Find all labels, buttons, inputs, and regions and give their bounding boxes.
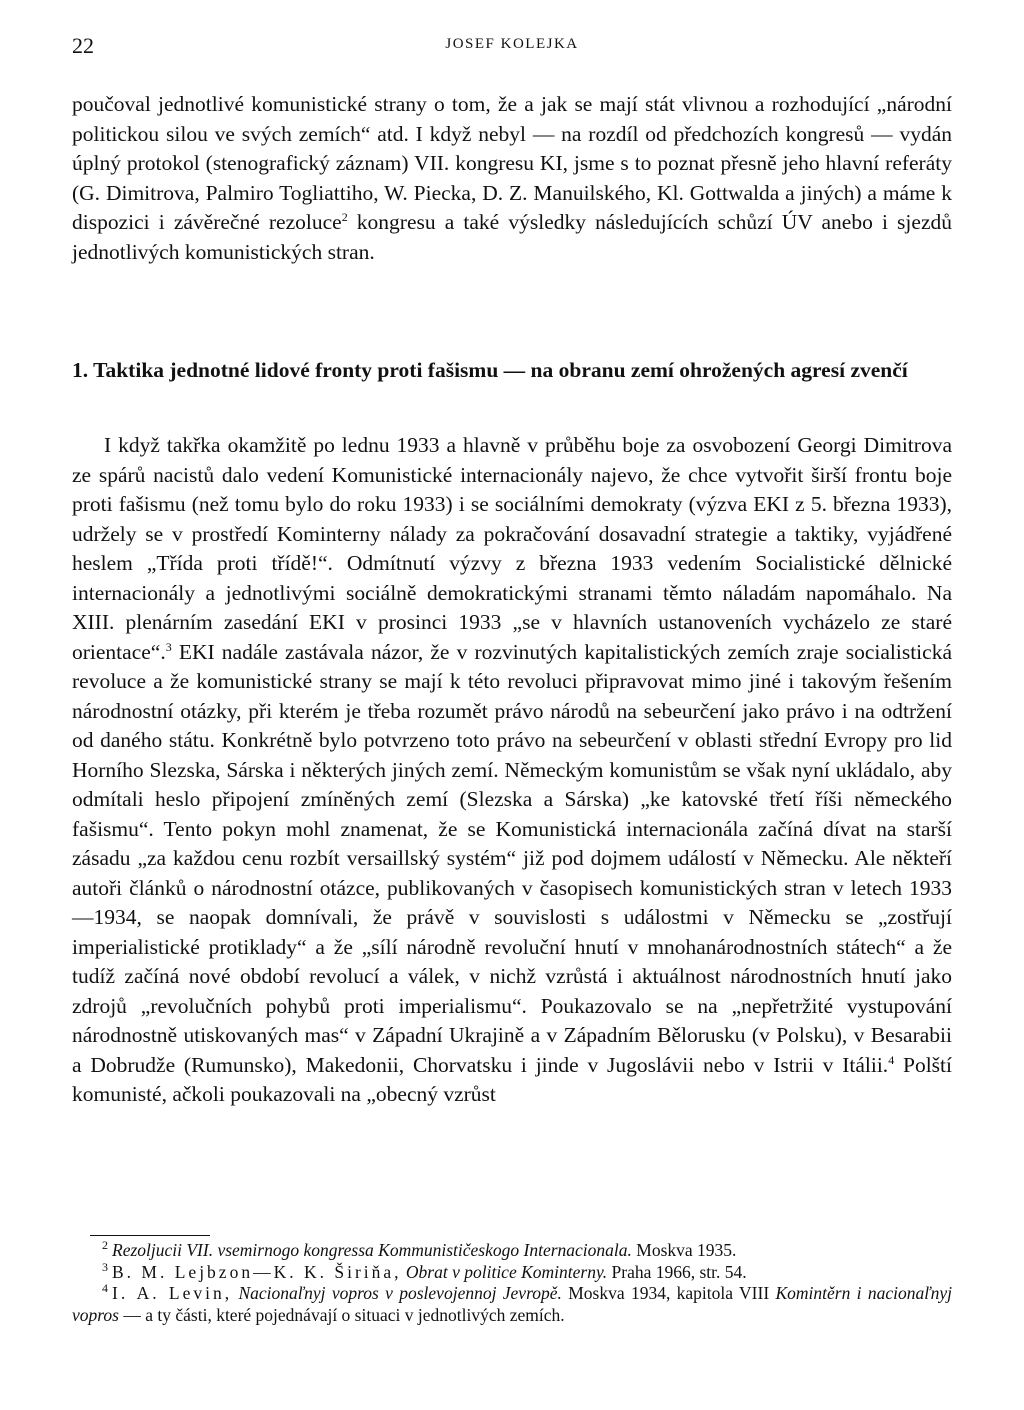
footnote-reference-2[interactable]: 2: [341, 209, 348, 224]
section-heading: 1. Taktika jednotné lidové fronty proti fašismu — na obranu zemí ohrožených agresí zvenčí: [72, 358, 908, 382]
footnote-number: 2: [102, 1238, 108, 1253]
page-number: 22: [72, 33, 94, 58]
footnote-3: [72, 1259, 952, 1284]
footnote-title: Komintěrn i nacionaľnyj vopros: [72, 1283, 952, 1325]
paragraph-text: poučoval jednotlivé komunistické strany o tom, že a jak se mají stát vlivnou a rozhodující „národní politickou silou ve svých zemích“ atd. I když nebyl — na rozdíl od předchozích kongresů — vydán úplný protokol (stenografický záznam) VII. kongresu KI, jsme s to poznat přesně jeho hlavní referáty (G. Dimitrova, Palmiro Togliattiho, W. Piecka, D. Z. Manuilského, Kl. Gottwalda a jiných) a máme k dispozici i závěrečné rezoluce: [72, 92, 952, 234]
footnote-4: [72, 1283, 952, 1326]
footnote-number: 3: [102, 1259, 108, 1274]
paragraph-text: kongresu a také výsledky následujících schůzí ÚV anebo i sjezdů jednotlivých komunistických stran.: [72, 210, 952, 264]
footnote-2: [72, 1240, 952, 1262]
running-head-author: JOSEF KOLEJKA: [445, 36, 579, 52]
paragraph-text: I když takřka okamžitě po lednu 1933 a hlavně v průběhu boje za osvobození Georgi Dimitrova ze spárů nacistů dalo vedení Komunistické internacionály najevo, že chce vytvořit širší frontu boje proti fašismu (než tomu bylo do roku 1933) i se sociálními demokraty (výzva EKI z 5. března 1933), udržely se v prostředí Kominterny nálady za pokračování dosavadní strategie a taktiky, vyjádřené heslem „Třída proti třídě!“. Odmítnutí výzvy z března 1933 vedením Socialistické dělnické internacionály a jednotlivými sociálně demokratickými stranami těmto náladám napomáhalo. Na XIII. plenárním zasedání EKI v prosinci 1933 „se v hlavních ustanoveních vycházelo ze staré orientace“.: [72, 433, 952, 664]
footnote-author: I. A. Levin,: [112, 1283, 233, 1303]
footnote-reference-4[interactable]: 4: [888, 1052, 895, 1067]
footnote-number: 4: [102, 1281, 108, 1296]
footnote-divider: [90, 1235, 210, 1236]
body-paragraph-2: [72, 431, 952, 1110]
running-head: [72, 33, 952, 61]
footnote-author: B. M. Lejbzon—K. K. Širiňa,: [112, 1261, 402, 1282]
footnote-reference-3[interactable]: 3: [165, 639, 172, 654]
body-paragraph-1: [72, 90, 952, 267]
footnote-text: Praha 1966, str. 54.: [607, 1261, 747, 1282]
paragraph-text: Polští komunisté, ačkoli poukazovali na „obecný vzrůst: [72, 1052, 952, 1106]
footnote-title: Rezoljucii VII. vsemirnogo kongressa Kommunističeskogo Internacionala.: [112, 1240, 632, 1260]
footnote-text: Moskva 1935.: [631, 1240, 737, 1260]
footnote-title: Nacionaľnyj vopros v poslevojennoj Jevropě.: [238, 1283, 562, 1303]
footnotes: [72, 1240, 952, 1326]
footnote-title: Obrat v politice Kominterny.: [405, 1261, 608, 1282]
footnote-text: Moskva 1934, kapitola VIII: [561, 1283, 776, 1303]
footnote-text: — a ty části, které pojednávají o situaci v jednotlivých zemích.: [119, 1304, 565, 1325]
paragraph-text: EKI nadále zastávala názor, že v rozvinutých kapitalistických zemích zraje socialistická revoluce a že komunistické strany se mají k této revoluci připravovat mimo jiné i takovým řešením národnostní otázky, při kterém je třeba rozumět právo národů na sebeurčení jako právo i na odtržení od daného státu. Konkrétně bylo potvrzeno toto právo na sebeurčení v oblasti střední Evropy pro lid Horního Slezska, Sárska i některých jiných zemí. Německým komunistům se však nyní ukládalo, aby odmítali heslo připojení zmíněných zemí (Slezska a Sárska) „ke katovské třetí říši německého fašismu“. Tento pokyn mohl znamenat, že se Komunistická internacionála začíná dívat na starší zásadu „za každou cenu rozbít versaillský systém“ již pod dojmem událostí v Německu. Ale někteří autoři článků o národnostní otázce, publikovaných v časopisech komunistických stran v letech 1933—1934, se naopak domnívali, že právě v souvislosti s událostmi v Německu se „zostřují imperialistické protiklady“ a že „sílí národně revoluční hnutí v mnohanárodnostních státech“ a že tudíž začíná nové období revolucí a válek, v nichž vzrůstá i aktuálnost národnostních hnutí jako zdrojů „revolučních pohybů proti imperialismu“. Poukazovalo se na „nepřetržité vystupování národnostně utiskovaných mas“ v Západní Ukrajině a v Západním Bělorusku (v Polsku), v Besarabii a Dobrudže (Rumunsko), Makedonii, Chorvatsku i jinde v Jugoslávii nebo v Istrii v Itálii.: [72, 639, 952, 1077]
